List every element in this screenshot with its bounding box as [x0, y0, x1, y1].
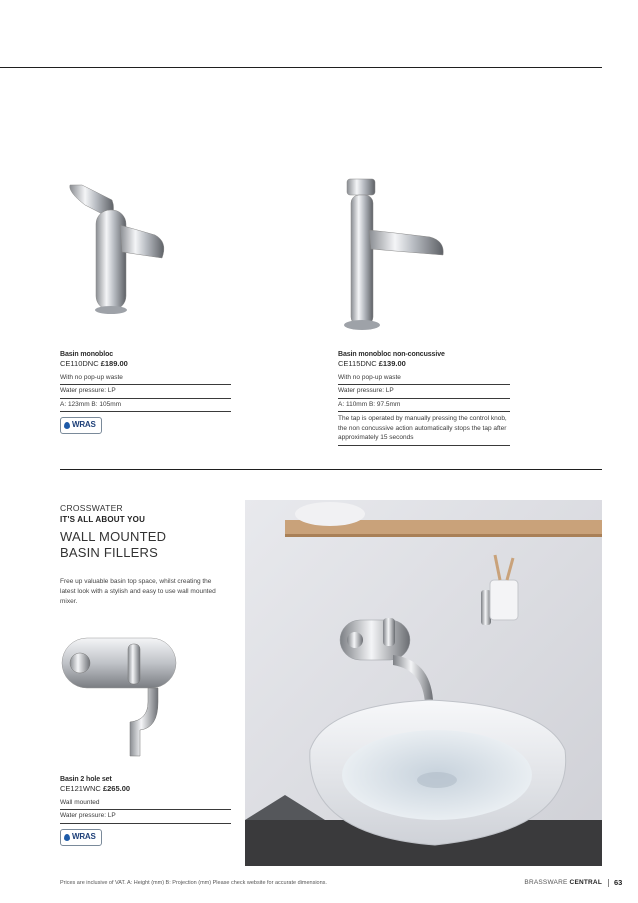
product-name: Basin monobloc	[60, 351, 114, 358]
spec-row: With no pop-up waste	[338, 372, 510, 385]
wras-badge	[60, 417, 102, 434]
wall-mounted-mixer-icon	[60, 630, 180, 765]
section-divider	[60, 469, 602, 470]
product-price: £265.00	[102, 784, 131, 794]
non-concussive-tap-icon	[335, 175, 455, 335]
bathroom-scene-image	[245, 500, 602, 866]
footer-section-label: BRASSWARE	[524, 879, 568, 886]
spec-row: A: 123mm B: 105mm	[60, 399, 231, 412]
page-number: 63	[614, 878, 623, 887]
product-price: £139.00	[378, 359, 406, 369]
product-spec-basin-monobloc	[60, 350, 231, 434]
water-drop-icon	[64, 422, 70, 429]
footer-section	[524, 879, 602, 886]
product-code-value: CE121WNC	[60, 784, 101, 794]
spec-row: Wall mounted	[60, 797, 231, 810]
basin-monobloc-tap-icon	[60, 180, 180, 330]
feature-title-line2: BASIN FILLERS	[60, 545, 158, 560]
spec-row: Water pressure: LP	[338, 385, 510, 398]
product-code-value: CE110DNC	[60, 359, 99, 369]
product-price: £189.00	[100, 359, 128, 369]
footer-note: Prices are inclusive of VAT. A: Height (mm) B: Projection (mm) Please check website for accurate dimensions.	[60, 880, 327, 886]
feature-description: Free up valuable basin top space, whilst creating the latest look with a stylish and easy to use wall mounted mixer.	[60, 578, 216, 605]
product-code	[60, 784, 231, 794]
feature-title-line1: WALL MOUNTED	[60, 529, 167, 544]
basin-monobloc-image	[60, 180, 180, 330]
footer-brand-label: CENTRAL	[569, 879, 602, 886]
product-code	[60, 359, 231, 369]
product-code	[338, 359, 510, 369]
wras-badge	[60, 829, 102, 846]
feature-brand: CROSSWATER	[60, 503, 123, 513]
water-drop-icon	[64, 834, 70, 841]
product-code-value: CE115DNC	[338, 359, 377, 369]
lifestyle-photo	[245, 500, 602, 866]
product-spec-non-concussive	[338, 350, 510, 446]
top-divider	[0, 67, 602, 68]
spec-row-description: The tap is operated by manually pressing the control knob, the non concussive action automatically stops the tap after approximately 15 seconds	[338, 412, 510, 446]
product-name: Basin monobloc non-concussive	[338, 351, 445, 358]
spec-row: Water pressure: LP	[60, 810, 231, 823]
wras-label: WRAS	[72, 420, 96, 430]
basin-2-hole-set-image	[60, 630, 180, 765]
non-concussive-image	[335, 175, 455, 335]
footer-separator	[608, 879, 609, 887]
feature-title	[60, 529, 166, 561]
feature-tagline: IT'S ALL ABOUT YOU	[60, 515, 146, 524]
spec-row: With no pop-up waste	[60, 372, 231, 385]
wras-label: WRAS	[72, 832, 96, 842]
product-name: Basin 2 hole set	[60, 776, 112, 783]
spec-row: A: 110mm B: 97.5mm	[338, 399, 510, 412]
spec-row: Water pressure: LP	[60, 385, 231, 398]
product-spec-basin-2-hole-set	[60, 775, 231, 846]
